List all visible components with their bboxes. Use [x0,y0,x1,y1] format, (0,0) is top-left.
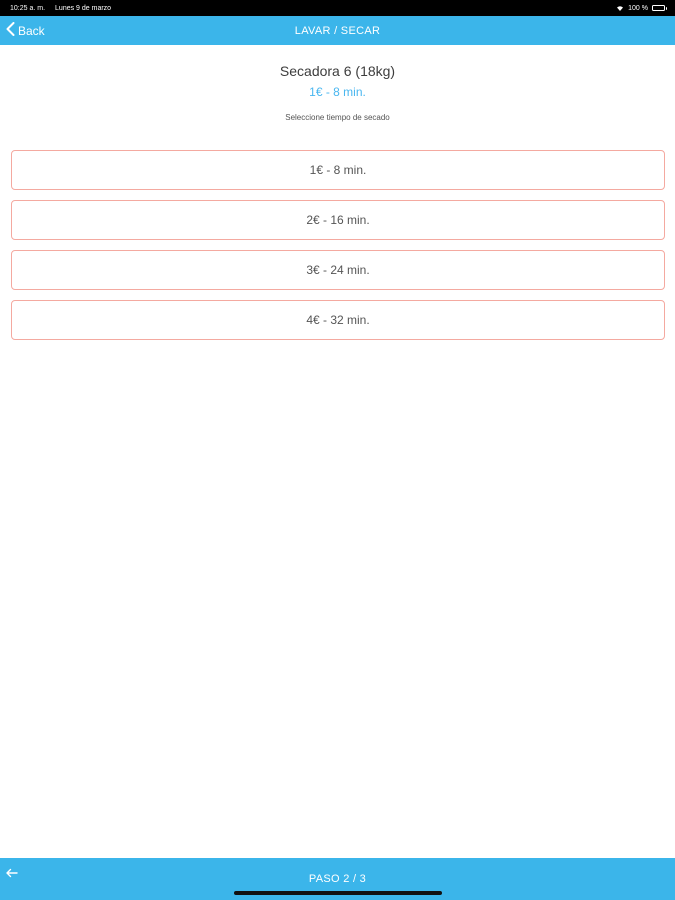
machine-title: Secadora 6 (18kg) [279,63,396,79]
selected-price: 1€ - 8 min. [309,85,366,99]
option-button[interactable]: 2€ - 16 min. [11,200,665,240]
battery-icon [652,5,665,11]
wifi-icon [616,5,624,11]
arrow-left-icon[interactable] [5,866,19,878]
option-button[interactable]: 4€ - 32 min. [11,300,665,340]
time-options-list [11,150,665,350]
main-content [0,45,675,327]
status-date: Lunes 9 de marzo [55,4,112,12]
step-indicator: PASO 2 / 3 [308,873,367,885]
chevron-left-icon [6,22,15,39]
instruction-text: Seleccione tiempo de secado [285,113,390,122]
back-label: Back [18,23,45,38]
battery-percent: 100 % [628,4,648,12]
status-time: 10:25 a. m. [10,4,46,12]
status-bar [0,0,675,16]
back-button[interactable] [6,16,45,45]
status-right [616,5,665,12]
navigation-bar [0,16,675,45]
option-button[interactable]: 1€ - 8 min. [11,150,665,190]
option-button[interactable]: 3€ - 24 min. [11,250,665,290]
page-title: LAVAR / SECAR [294,24,381,37]
home-indicator[interactable] [234,891,442,895]
